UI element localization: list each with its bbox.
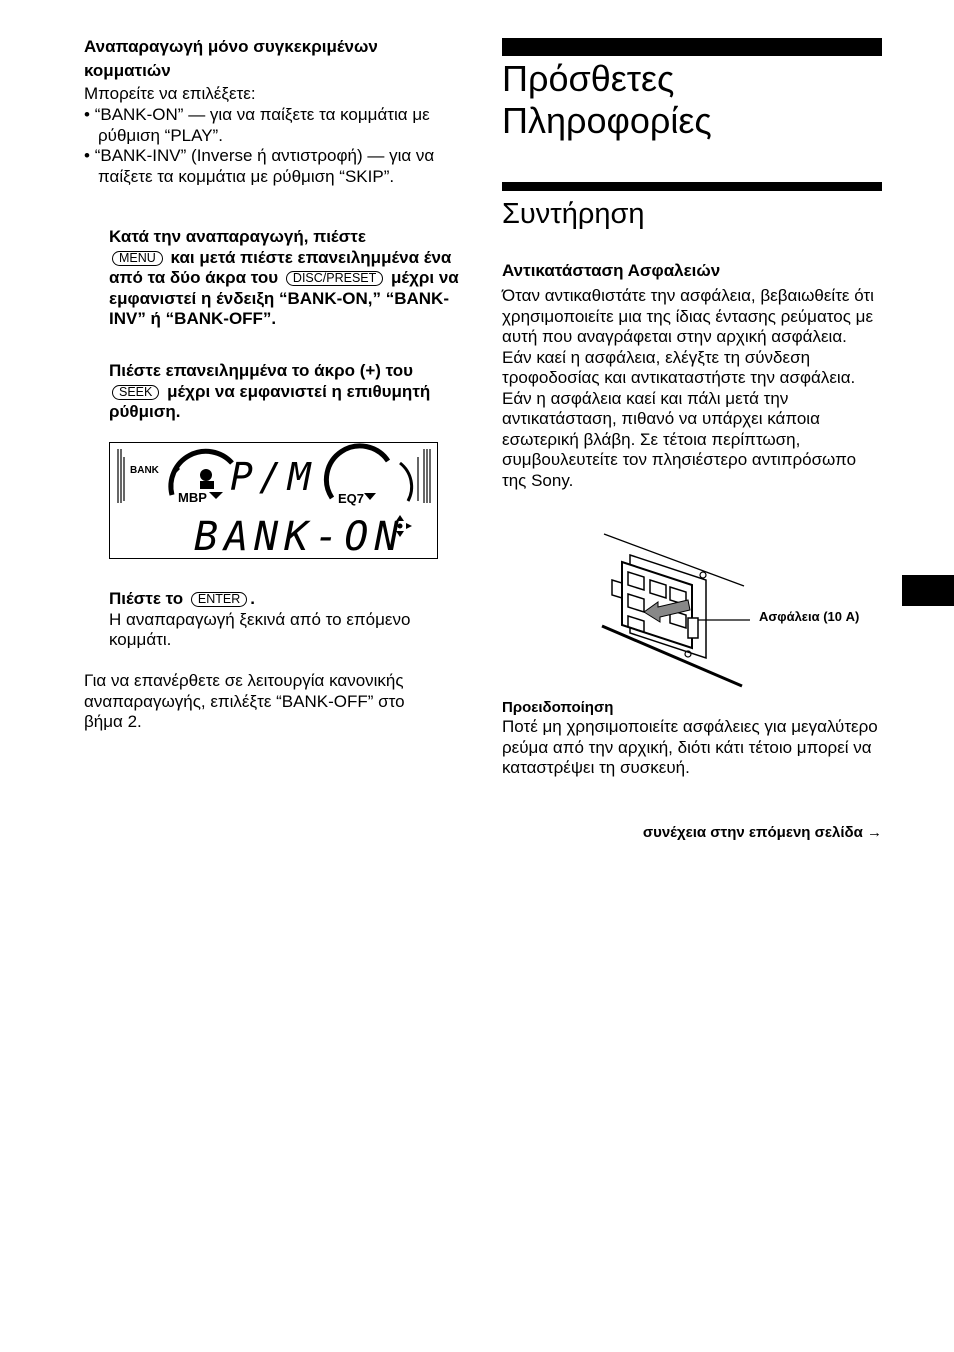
mbp-indicator: MBP [178,490,207,505]
mbp-triangle-icon [209,492,223,499]
list-item: • “BANK-INV” (Inverse ή αντιστροφή) — για να παίξετε τα κομμάτια με ρύθμιση “SKIP”. [84,146,435,186]
seek-button: SEEK [112,385,159,400]
fuse-label: Ασφάλεια (10 A) [759,609,860,624]
step-3 [109,589,461,651]
enter-button: ENTER [191,592,247,607]
bullet-text: “BANK-INV” (Inverse ή αντιστροφή) — για να παίξετε τα κομμάτια με ρύθμιση “SKIP”. [94,146,435,186]
menu-button: MENU [112,251,163,266]
title-rule [502,38,882,56]
warning-body: Ποτέ μη χρησιμοποιείτε ασφάλειες για μεγαλύτερο ρεύμα από την αρχική, διότι κάτι τέτοιο μπορεί να καταστρέψει τη συσκευή. [502,717,878,777]
continued-note [502,824,882,842]
page-title-line: Πρόσθετες [502,58,675,99]
page-title-line: Πληροφορίες [502,100,712,141]
right-arrow-icon: → [867,824,882,841]
step-3-text: Πιέστε το [109,589,184,608]
page-title [502,58,712,142]
disc-preset-button: DISC/PRESET [286,271,383,286]
return-note: Για να επανέρθετε σε λειτουργία κανονικής αναπαραγωγής, επιλέξτε “BANK-OFF” στο βήμα 2. [84,671,405,731]
continued-text: συνέχεια στην επόμενη σελίδα [642,824,863,841]
display-illustration [109,442,438,559]
section-rule [502,182,882,191]
fuse-icon [688,618,698,638]
section-title: Συντήρηση [502,198,645,230]
list-item: • “BANK-ON” — για να παίξετε τα κομμάτια με ρύθμιση “PLAY”. [84,105,430,145]
display-main-text: BANK-ON [194,514,405,559]
left-section-heading: Αναπαραγωγή μόνο συγκεκριμένων κομματιών [84,37,378,80]
step-2-text: Πιέστε επανειλημμένα το άκρο (+) του [109,361,414,380]
step-3-description: Η αναπαραγωγή ξεκινά από το επόμενο κομμάτι. [109,609,411,649]
fuse-diagram [600,530,750,690]
bank-indicator: BANK [130,465,159,476]
step-3-punct: . [250,589,256,608]
step-1-text: μέχρι να εμφανιστεί η ένδειξη “BANK-ON,” “BANK-INV” ή “BANK-OFF”. [109,268,459,328]
fuse-subheading: Αντικατάσταση Ασφαλειών [502,261,721,280]
level-bars-right [418,449,430,503]
section-tab [902,575,954,606]
bullet-text: “BANK-ON” — για να παίξετε τα κομμάτια με ρύθμιση “PLAY”. [94,105,430,145]
step-1-text: και μετά πιέστε επανειλημμένα ένα από τα δύο άκρα του [109,247,452,287]
option-list [84,105,460,187]
step-2 [109,361,465,423]
level-bars-left [118,449,124,503]
step-1-text: Κατά την αναπαραγωγή, πιέστε [109,227,366,246]
step-1 [109,227,461,330]
warning-heading: Προειδοποίηση [502,699,614,716]
eq-triangle-icon [364,493,376,500]
fuse-illustration [600,530,750,690]
step-2-text: μέχρι να εμφανιστεί η επιθυμητή ρύθμιση. [109,381,431,421]
fuse-body: Όταν αντικαθιστάτε την ασφάλεια, βεβαιωθείτε ότι χρησιμοποιείτε μια της ίδιας έντασης ρεύματος με αυτή που αναγράφεται στην αρχική ασφάλεια. Εάν καεί η ασφάλεια, ελέγξτε τη σύνδεση τροφοδοσίας και αντικαταστήστε την ασφάλεια. Εάν η ασφάλεια καεί και πάλι μετά την αντικατάσταση, πιθανό να υπάρχει κάποια εσωτερική βλάβη. Σε τέτοια περίπτωση, συμβουλευτείτε τον πλησιέστερο αντιπρόσωπο της Sony. [502,286,874,490]
eq-indicator: EQ7 [338,491,365,506]
preset-mode-text: P/M [230,455,317,499]
left-intro: Μπορείτε να επιλέξετε: [84,84,256,103]
